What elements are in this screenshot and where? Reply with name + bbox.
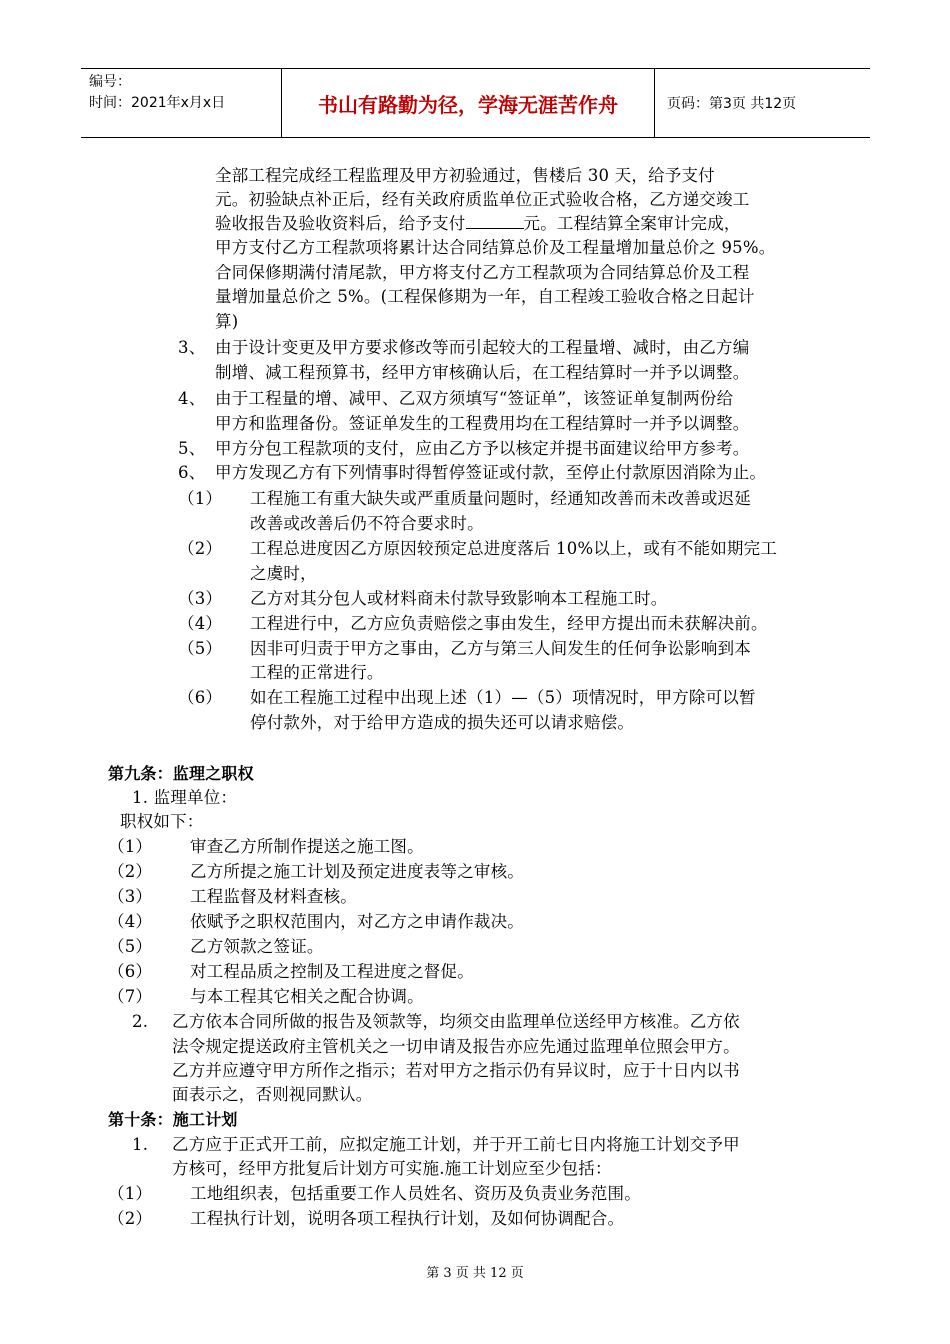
duty-number: （3） [108, 887, 153, 906]
article-item-number: 2. [132, 1012, 149, 1031]
sub-item-line: 工程总进度因乙方原因较预定总进度落后 10%以上，或有不能如期完工 [250, 539, 778, 558]
duty-line: 审查乙方所制作提送之施工图。 [190, 837, 424, 856]
article-line: 方核可，经甲方批复后计划方可实施.施工计划应至少包括： [172, 1159, 612, 1178]
plan-line: 工地组织表，包括重要工作人员姓名、资历及负责业务范围。 [190, 1184, 641, 1203]
sub-item-number: （3） [178, 589, 223, 608]
paragraph-line: 甲方支付乙方工程款项将累计达合同结算总价及工程量增加量总价之 95%。 [215, 238, 776, 257]
paragraph-line: 验收报告及验收资料后，给予支付 元。工程结算全案审计完成， [215, 214, 741, 233]
duty-line: 依赋予之职权范围内，对乙方之申请作裁决。 [190, 912, 524, 931]
duty-line: 乙方所提之施工计划及预定进度表等之审核。 [190, 862, 524, 881]
sub-item-line: 工程的正常进行。 [250, 663, 384, 682]
article-line: 法令规定提送政府主管机关之一切申请及报告亦应先通过监理单位照会甲方。 [172, 1037, 740, 1056]
plan-line: 工程执行计划，说明各项工程执行计划，及如何协调配合。 [190, 1209, 625, 1228]
article-line: 面表示之，否则视同默认。 [172, 1085, 373, 1104]
item-number: 4、 [178, 389, 206, 408]
article-line: 职权如下： [120, 812, 204, 831]
sub-item-number: （2） [178, 539, 223, 558]
article-10-title: 第十条：施工计划 [108, 1110, 238, 1129]
article-line: 乙方应于正式开工前，应拟定施工计划，并于开工前七日内将施工计划交予甲 [172, 1135, 740, 1154]
sub-item-line: 如在工程施工过程中出现上述（1）—（5）项情况时，甲方除可以暂 [250, 688, 756, 707]
paragraph-line: 元。初验缺点补正后，经有关政府质监单位正式验收合格，乙方递交竣工 [215, 190, 750, 209]
item-number: 3、 [178, 338, 206, 357]
duty-number: （5） [108, 937, 153, 956]
sub-item-number: （5） [178, 639, 223, 658]
duty-line: 与本工程其它相关之配合协调。 [190, 987, 424, 1006]
duty-line: 对工程品质之控制及工程进度之督促。 [190, 962, 474, 981]
duty-number: （7） [108, 987, 153, 1006]
page-header [81, 68, 870, 138]
duty-number: （4） [108, 912, 153, 931]
page-footer: 第 3 页 共 12 页 [426, 1266, 524, 1281]
header-page-info: 页码：第3页 共12页 [667, 96, 797, 112]
sub-item-line: 工程进行中，乙方应负责赔偿之事由发生，经甲方提出而未获解决前。 [250, 614, 768, 633]
sub-item-line: 改善或改善后仍不符合要求时。 [250, 514, 484, 533]
doc-number-label: 编号： [89, 74, 131, 90]
duty-number: （1） [108, 837, 153, 856]
sub-item-line: 乙方对其分包人或材料商未付款导致影响本工程施工时。 [250, 589, 668, 608]
article-line: 乙方并应遵守甲方所作之指示；若对甲方之指示仍有异议时，应于十日内以书 [172, 1061, 740, 1080]
item-line: 制增、减工程预算书，经甲方审核确认后，在工程结算时一并予以调整。 [215, 363, 750, 382]
sub-item-line: 因非可归责于甲方之事由，乙方与第三人间发生的任何争讼影响到本 [250, 639, 751, 658]
item-line: 由于设计变更及甲方要求修改等而引起较大的工程量增、减时，由乙方编 [215, 338, 750, 357]
article-9-title: 第九条：监理之职权 [108, 764, 254, 783]
sub-item-line: 工程施工有重大缺失或严重质量问题时，经通知改善而未改善或迟延 [250, 489, 751, 508]
article-item-number: 1. [132, 1135, 149, 1154]
sub-item-number: （1） [178, 489, 223, 508]
doc-time-label: 时间：2021年x月x日 [89, 95, 226, 111]
item-line: 甲方和监理备份。签证单发生的工程费用均在工程结算时一并予以调整。 [215, 414, 750, 433]
article-line: 1. 监理单位： [132, 788, 238, 807]
duty-number: （6） [108, 962, 153, 981]
sub-item-line: 之虞时， [250, 564, 317, 583]
duty-line: 工程监督及材料查核。 [190, 887, 357, 906]
header-meta [81, 69, 282, 137]
paragraph-line: 合同保修期满付清尾款，甲方将支付乙方工程款项为合同结算总价及工程 [215, 263, 750, 282]
item-line: 甲方发现乙方有下列情事时得暂停签证或付款，至停止付款原因消除为止。 [215, 463, 767, 482]
blank-underline [466, 214, 524, 229]
paragraph-line: 算) [215, 312, 239, 331]
article-line: 乙方依本合同所做的报告及领款等，均须交由监理单位送经甲方核准。乙方依 [172, 1012, 740, 1031]
duty-line: 乙方领款之签证。 [190, 937, 324, 956]
sub-item-number: （4） [178, 614, 223, 633]
sub-item-number: （6） [178, 688, 223, 707]
plan-number: （1） [108, 1184, 153, 1203]
sub-item-line: 停付款外，对于给甲方造成的损失还可以请求赔偿。 [250, 713, 635, 732]
paragraph-line: 全部工程完成经工程监理及甲方初验通过，售楼后 30 天，给予支付 [215, 166, 715, 185]
plan-number: （2） [108, 1209, 153, 1228]
duty-number: （2） [108, 862, 153, 881]
paragraph-line: 量增加量总价之 5%。(工程保修期为一年，自工程竣工验收合格之日起计 [215, 287, 755, 306]
item-number: 6、 [178, 463, 206, 482]
item-line: 甲方分包工程款项的支付，应由乙方予以核定并提书面建议给甲方参考。 [215, 439, 750, 458]
item-line: 由于工程量的增、减甲、乙双方须填写“签证单”，该签证单复制两份给 [215, 389, 734, 408]
item-number: 5、 [178, 439, 206, 458]
header-motto: 书山有路勤为径，学海无涯苦作舟 [282, 69, 655, 137]
